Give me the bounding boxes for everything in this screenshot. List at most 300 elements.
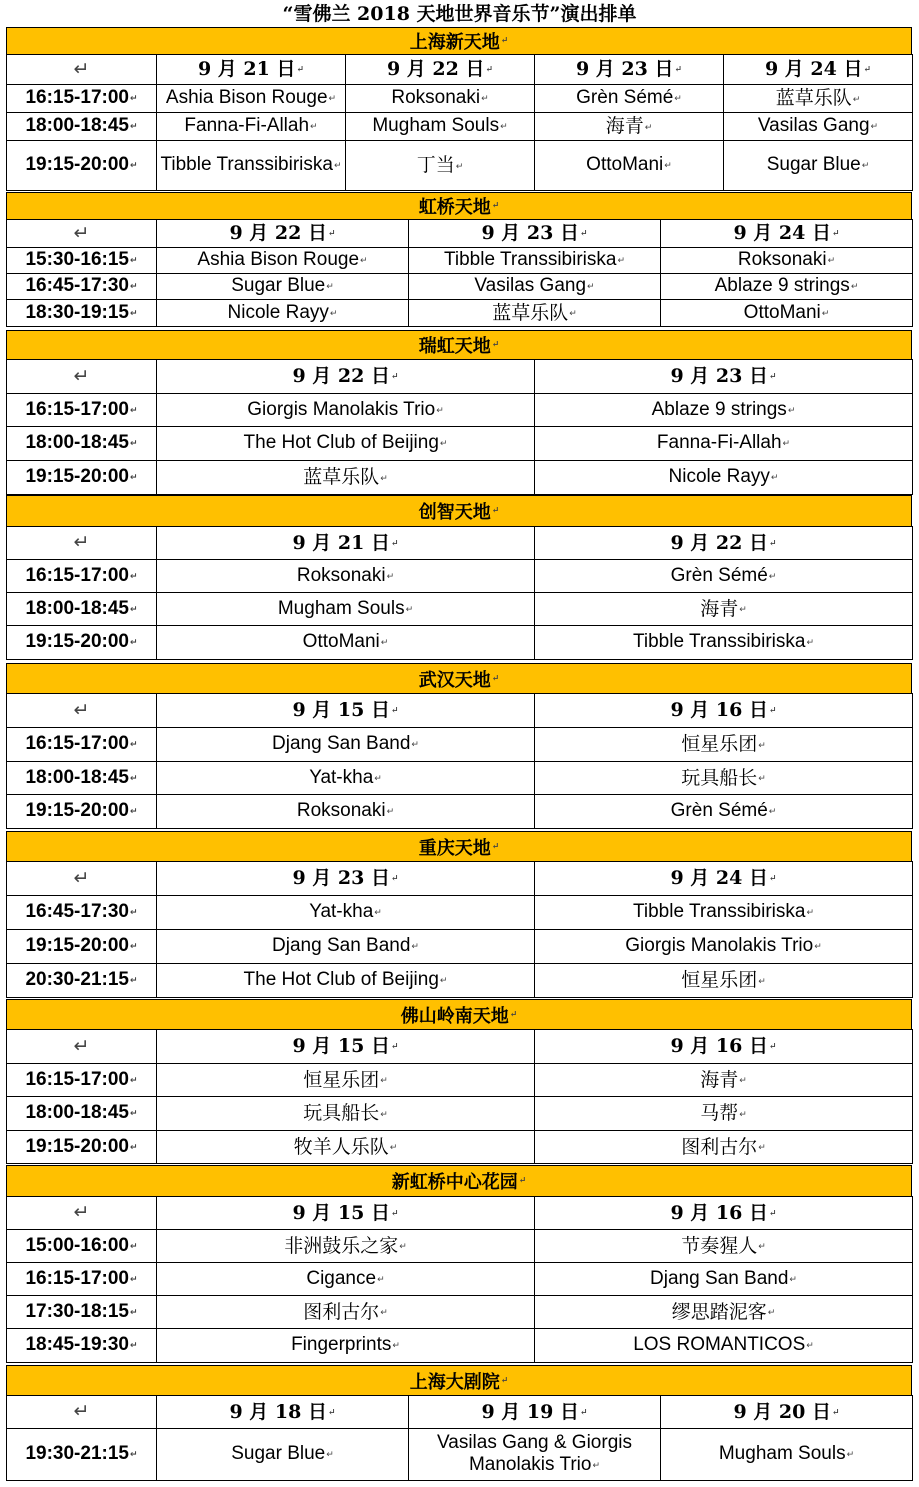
corner-cell: ↵ [7, 360, 157, 394]
paragraph-mark-icon: ↵ [390, 1042, 399, 1052]
paragraph-mark-icon: ↵ [333, 160, 342, 171]
performer-cell [535, 85, 724, 113]
date-header [535, 694, 913, 728]
venue-name-text: 上海新天地 [409, 32, 500, 53]
date-row [7, 862, 913, 896]
venue-name-text: 新虹桥中心花园 [391, 1172, 518, 1193]
performer-nicole-rayy: Nicole Rayy [227, 302, 329, 323]
paragraph-mark-icon: ↵ [129, 806, 138, 817]
table-row [7, 394, 913, 427]
table-row [7, 427, 913, 461]
paragraph-mark-icon: ↵ [770, 472, 779, 483]
table-row [7, 300, 913, 327]
performer-cell [535, 626, 913, 660]
time-slot [7, 1429, 157, 1481]
table-row [7, 593, 913, 626]
performer-cell [724, 85, 913, 113]
date-header [157, 360, 535, 394]
performer-tibble-transsibiriska: Tibble Transsibiriska [160, 154, 333, 176]
paragraph-mark-icon: ↵ [863, 65, 872, 75]
paragraph-mark-icon: ↵ [129, 472, 138, 483]
performer-cell [535, 930, 913, 964]
performer-cell: 丁当 [416, 154, 455, 176]
table-row [7, 762, 913, 795]
performer-ablaze-9-strings: Ablaze 9 strings [714, 275, 850, 297]
time-slot [7, 394, 157, 427]
paragraph-mark-icon: ↵ [129, 1141, 138, 1152]
performer-mugham-souls: Mugham Souls [372, 115, 500, 137]
paragraph-mark-icon: ↵ [518, 1176, 527, 1186]
time-slot [7, 248, 157, 274]
paragraph-mark-icon: ↵ [500, 121, 508, 132]
time-slot [7, 1296, 157, 1329]
paragraph-mark-icon: ↵ [806, 637, 814, 648]
time-label: 15:30-16:15 [25, 249, 129, 271]
performer-cell [157, 593, 535, 626]
performer-sugar-blue: Sugar Blue [766, 154, 861, 176]
performer-cell: 非洲鼓乐之家 [284, 1234, 399, 1257]
performer-cell [535, 593, 913, 626]
performer-fanna-fi-allah: Fanna-Fi-Allah [184, 115, 310, 137]
venue-header [6, 999, 912, 1030]
corner-cell: ↵ [7, 55, 157, 85]
paragraph-mark-icon: ↵ [377, 1273, 385, 1284]
performer-cell: 蓝草乐队 [775, 87, 852, 109]
venue-schedule-table [6, 359, 913, 495]
paragraph-mark-icon: ↵ [399, 1241, 407, 1252]
venue-schedule-table [6, 1395, 913, 1481]
paragraph-mark-icon: ↵ [129, 93, 138, 104]
performer-cell: 图利古尔 [303, 1300, 380, 1323]
paragraph-mark-icon: ↵ [390, 1208, 399, 1219]
date-label: 9 月 22 日 [670, 531, 768, 554]
venue-header [6, 1165, 912, 1197]
date-label: 9 月 23 日 [481, 222, 579, 244]
performer-cell [157, 1064, 535, 1097]
date-header [157, 1396, 409, 1429]
paragraph-mark-icon: ↵ [386, 806, 395, 817]
performer-cell [535, 896, 913, 930]
paragraph-mark-icon: ↵ [821, 307, 830, 318]
paragraph-mark-icon: ↵ [411, 941, 419, 952]
paragraph-mark-icon: ↵ [592, 1460, 601, 1471]
table-row [7, 560, 913, 593]
date-row [7, 1197, 913, 1230]
paragraph-mark-icon: ↵ [436, 404, 444, 415]
date-label: 9 月 16 日 [670, 699, 768, 721]
paragraph-mark-icon: ↵ [768, 538, 777, 549]
performer-roksonaki: Roksonaki [737, 249, 827, 271]
paragraph-mark-icon: ↵ [831, 1407, 840, 1418]
time-slot [7, 461, 157, 495]
corner-cell: ↵ [7, 527, 157, 560]
performer-gr-n-s-m: Grèn Sémé [576, 87, 674, 109]
performer-sugar-blue: Sugar Blue [231, 1443, 326, 1465]
performer-cell [409, 248, 661, 274]
paragraph-mark-icon: ↵ [569, 308, 577, 319]
paragraph-mark-icon: ↵ [380, 1075, 388, 1086]
paragraph-mark-icon: ↵ [768, 874, 777, 884]
performer-yat-kha: Yat-kha [309, 767, 374, 788]
date-label: 9 月 22 日 [229, 222, 327, 244]
date-label: 9 月 21 日 [197, 58, 296, 80]
paragraph-mark-icon: ↵ [852, 93, 861, 104]
paragraph-mark-icon: ↵ [491, 340, 500, 350]
date-header [157, 1197, 535, 1230]
paragraph-mark-icon: ↵ [405, 603, 414, 614]
paragraph-mark-icon: ↵ [129, 739, 138, 750]
venue-name-text: 虹桥天地 [418, 197, 491, 218]
date-header [535, 360, 913, 394]
date-label: 9 月 23 日 [292, 867, 390, 889]
paragraph-mark-icon: ↵ [491, 841, 500, 852]
paragraph-mark-icon: ↵ [768, 372, 777, 382]
performer-cell: 马帮 [700, 1102, 739, 1124]
table-row [7, 930, 913, 964]
date-row [7, 1396, 913, 1429]
date-header [535, 55, 724, 85]
corner-cell: ↵ [7, 862, 157, 896]
performer-cell [535, 427, 913, 461]
paragraph-mark-icon: ↵ [739, 604, 747, 615]
paragraph-mark-icon: ↵ [390, 372, 399, 382]
performer-cell [535, 964, 913, 998]
paragraph-mark-icon: ↵ [310, 121, 318, 132]
paragraph-mark-icon: ↵ [674, 65, 683, 75]
performer-cell [346, 85, 535, 113]
time-slot [7, 1097, 157, 1131]
performer-cell: 海青 [700, 1068, 739, 1091]
date-row [7, 1030, 913, 1064]
performer-the-hot-club-of-beijing: The Hot Club of Beijing [243, 969, 439, 991]
venue-name [6, 330, 912, 360]
table-row [7, 896, 913, 930]
paragraph-mark-icon: ↵ [814, 941, 822, 952]
paragraph-mark-icon: ↵ [129, 121, 138, 132]
performer-cell [661, 274, 913, 300]
paragraph-mark-icon: ↵ [129, 907, 138, 918]
paragraph-mark-icon: ↵ [328, 93, 337, 104]
time-slot [7, 274, 157, 300]
date-label: 9 月 15 日 [292, 1201, 390, 1224]
performer-gr-n-s-m: Grèn Sémé [670, 565, 768, 586]
paragraph-mark-icon: ↵ [326, 281, 334, 292]
paragraph-mark-icon: ↵ [380, 1307, 388, 1318]
time-label: 16:45-17:30 [25, 901, 129, 923]
performer-cell [535, 795, 913, 829]
date-header [535, 1030, 913, 1064]
table-row [7, 1429, 913, 1481]
paragraph-mark-icon: ↵ [768, 806, 777, 817]
paragraph-mark-icon: ↵ [758, 1142, 766, 1153]
performer-cell [157, 762, 535, 795]
paragraph-mark-icon: ↵ [129, 307, 138, 318]
time-label: 18:30-19:15 [25, 302, 129, 323]
performer-giorgis-manolakis-trio: Giorgis Manolakis Trio [625, 935, 814, 957]
performer-cell [535, 394, 913, 427]
date-label: 9 月 16 日 [670, 1035, 768, 1057]
performer-cell: 缪思踏泥客 [671, 1300, 767, 1323]
corner-cell: ↵ [7, 220, 157, 248]
performer-djang-san-band: Djang San Band [272, 733, 411, 755]
document-title: “雪佛兰 2018 天地世界音乐节”演出排单 [282, 3, 637, 25]
paragraph-mark-icon: ↵ [439, 438, 448, 449]
venue-name [6, 1165, 912, 1197]
performer-vasilas-gang: Vasilas Gang [474, 275, 587, 297]
paragraph-mark-icon: ↵ [664, 160, 672, 171]
time-label: 16:15-17:00 [25, 565, 129, 586]
performer-cell: 海青 [605, 115, 644, 137]
date-header [157, 220, 409, 248]
venue-schedule-table [6, 1029, 913, 1164]
date-header [157, 527, 535, 560]
venue-name [6, 999, 912, 1030]
venue-name [6, 192, 912, 220]
performer-cell [157, 728, 535, 762]
paragraph-mark-icon: ↵ [617, 255, 625, 266]
venue-name [6, 831, 912, 862]
paragraph-mark-icon: ↵ [491, 673, 500, 684]
paragraph-mark-icon: ↵ [485, 65, 494, 75]
venue-name [6, 663, 912, 694]
performer-cell: 牧羊人乐队 [293, 1135, 389, 1158]
paragraph-mark-icon: ↵ [768, 706, 777, 716]
time-slot [7, 593, 157, 626]
performer-cell [661, 300, 913, 327]
paragraph-mark-icon: ↵ [296, 65, 305, 75]
venue-name-text: 上海大剧院 [409, 1371, 500, 1393]
performer-cell [535, 1064, 913, 1097]
table-row [7, 1097, 913, 1131]
performer-cell [157, 248, 409, 274]
time-label: 19:15-20:00 [25, 935, 129, 957]
time-label: 15:00-16:00 [25, 1235, 129, 1256]
time-slot [7, 1131, 157, 1164]
performer-roksonaki: Roksonaki [296, 800, 386, 822]
venue-name-text: 武汉天地 [418, 669, 491, 691]
date-label: 9 月 24 日 [670, 867, 768, 889]
time-slot [7, 1064, 157, 1097]
date-label: 9 月 21 日 [292, 531, 390, 554]
table-row [7, 141, 913, 191]
table-row [7, 1329, 913, 1363]
performer-cell [661, 1429, 913, 1481]
paragraph-mark-icon: ↵ [455, 160, 464, 171]
date-row [7, 694, 913, 728]
date-label: 9 月 15 日 [292, 699, 390, 721]
time-slot [7, 1263, 157, 1296]
table-row [7, 626, 913, 660]
performer-cell: 玩具船长 [681, 766, 758, 789]
time-label: 20:30-21:15 [25, 969, 129, 991]
time-label: 16:15-17:00 [25, 399, 129, 420]
time-slot [7, 795, 157, 829]
performer-ashia-bison-rouge: Ashia Bison Rouge [165, 87, 328, 109]
performer-djang-san-band: Djang San Band [650, 1268, 789, 1289]
date-label: 9 月 22 日 [386, 58, 485, 80]
paragraph-mark-icon: ↵ [129, 772, 138, 783]
performer-cell [346, 113, 535, 141]
date-row [7, 360, 913, 394]
venue-name-text: 佛山岭南天地 [400, 1005, 509, 1027]
time-slot [7, 113, 157, 141]
time-label: 19:30-21:15 [25, 1443, 129, 1465]
venue-header [6, 1365, 912, 1396]
performer-cell [157, 1329, 535, 1363]
time-label: 17:30-18:15 [25, 1301, 129, 1322]
time-label: 16:15-17:00 [25, 733, 129, 755]
time-label: 18:00-18:45 [25, 598, 129, 619]
paragraph-mark-icon: ↵ [587, 281, 595, 292]
paragraph-mark-icon: ↵ [329, 307, 338, 318]
table-row [7, 85, 913, 113]
performer-ottomani: OttoMani [302, 631, 380, 653]
performer-cell [409, 274, 661, 300]
performer-cell [157, 113, 346, 141]
performer-mugham-souls: Mugham Souls [277, 598, 405, 619]
performer-djang-san-band: Djang San Band [272, 935, 411, 957]
date-label: 9 月 24 日 [764, 58, 863, 80]
paragraph-mark-icon: ↵ [129, 1340, 138, 1351]
performer-cell [157, 394, 535, 427]
paragraph-mark-icon: ↵ [500, 36, 509, 46]
table-row [7, 274, 913, 300]
performer-the-hot-club-of-beijing: The Hot Club of Beijing [243, 432, 439, 454]
paragraph-mark-icon: ↵ [129, 1273, 138, 1284]
time-label: 19:15-20:00 [25, 1136, 129, 1157]
paragraph-mark-icon: ↵ [129, 1240, 138, 1251]
time-label: 18:00-18:45 [25, 115, 129, 137]
venue-header [6, 831, 912, 862]
performer-ottomani: OttoMani [586, 154, 664, 176]
performer-ottomani: OttoMani [743, 302, 821, 323]
paragraph-mark-icon: ↵ [380, 1108, 388, 1119]
paragraph-mark-icon: ↵ [481, 93, 489, 104]
performer-cell: 蓝草乐队 [303, 466, 380, 488]
performer-cell [157, 1230, 535, 1263]
corner-cell: ↵ [7, 694, 157, 728]
date-header [661, 1396, 913, 1429]
time-label: 18:00-18:45 [25, 767, 129, 788]
date-header [157, 694, 535, 728]
performer-cell: 恒星乐团 [681, 969, 758, 991]
date-label: 9 月 20 日 [733, 1400, 831, 1423]
paragraph-mark-icon: ↵ [374, 907, 382, 918]
paragraph-mark-icon: ↵ [129, 975, 138, 986]
performer-cell [157, 461, 535, 495]
date-header [346, 55, 535, 85]
performer-cell: 图利古尔 [681, 1135, 758, 1158]
performer-cell [157, 795, 535, 829]
venue-schedule-table [6, 1196, 913, 1363]
performer-gr-n-s-m: Grèn Sémé [670, 800, 768, 822]
table-row [7, 461, 913, 495]
paragraph-mark-icon: ↵ [390, 706, 399, 716]
paragraph-mark-icon: ↵ [739, 1075, 747, 1086]
paragraph-mark-icon: ↵ [129, 941, 138, 952]
performer-cell [724, 113, 913, 141]
date-header [535, 527, 913, 560]
performer-cell: 海青 [700, 597, 739, 620]
time-slot [7, 964, 157, 998]
date-header [157, 1030, 535, 1064]
performer-cell [157, 560, 535, 593]
venue-schedule-table [6, 526, 913, 660]
venue-name-text: 重庆天地 [418, 837, 491, 859]
venue-name [6, 1365, 912, 1396]
paragraph-mark-icon: ↵ [861, 160, 870, 171]
paragraph-mark-icon: ↵ [806, 1340, 814, 1351]
paragraph-mark-icon: ↵ [390, 874, 399, 884]
venue-schedule-table [6, 219, 913, 327]
paragraph-mark-icon: ↵ [579, 229, 588, 239]
paragraph-mark-icon: ↵ [491, 201, 500, 211]
time-slot [7, 728, 157, 762]
performer-cell [535, 1131, 913, 1164]
performer-cell [409, 1429, 661, 1481]
time-slot [7, 85, 157, 113]
paragraph-mark-icon: ↵ [768, 1208, 777, 1219]
performer-cell: 玩具船长 [303, 1102, 380, 1124]
paragraph-mark-icon: ↵ [509, 1009, 518, 1020]
venue-header [6, 663, 912, 694]
venue-schedule-table [6, 693, 913, 829]
time-slot [7, 1329, 157, 1363]
performer-cell: 恒星乐团 [681, 733, 758, 755]
date-row [7, 527, 913, 560]
performer-cell [157, 930, 535, 964]
performer-cell [535, 461, 913, 495]
performer-tibble-transsibiriska: Tibble Transsibiriska [632, 901, 806, 923]
time-slot [7, 930, 157, 964]
paragraph-mark-icon: ↵ [386, 570, 395, 581]
performer-vasilas-gang: Vasilas Gang [757, 115, 870, 137]
paragraph-mark-icon: ↵ [390, 538, 399, 549]
time-label: 16:45-17:30 [25, 275, 129, 297]
paragraph-mark-icon: ↵ [758, 773, 766, 784]
date-header [157, 55, 346, 85]
time-label: 16:15-17:00 [25, 1069, 129, 1090]
performer-mugham-souls: Mugham Souls [718, 1443, 846, 1465]
paragraph-mark-icon: ↵ [129, 255, 138, 266]
paragraph-mark-icon: ↵ [326, 1449, 334, 1460]
paragraph-mark-icon: ↵ [327, 229, 336, 239]
venue-schedule-table [6, 54, 913, 191]
table-row [7, 964, 913, 998]
time-slot [7, 1230, 157, 1263]
performer-tibble-transsibiriska: Tibble Transsibiriska [632, 631, 806, 653]
time-label: 19:15-20:00 [25, 631, 129, 653]
venue-name [6, 495, 912, 527]
performer-cell: 蓝草乐队 [492, 301, 569, 324]
performer-cell [535, 1230, 913, 1263]
date-header [535, 1197, 913, 1230]
performer-cell [346, 141, 535, 191]
venue-schedule-table [6, 861, 913, 998]
table-row [7, 1296, 913, 1329]
paragraph-mark-icon: ↵ [644, 121, 653, 132]
performer-cell [535, 1097, 913, 1131]
paragraph-mark-icon: ↵ [768, 1042, 777, 1052]
date-header [409, 1396, 661, 1429]
performer-cell [661, 248, 913, 274]
corner-cell: ↵ [7, 1197, 157, 1230]
performer-cell [157, 964, 535, 998]
performer-giorgis-manolakis-trio: Giorgis Manolakis Trio [247, 399, 436, 420]
date-label: 9 月 23 日 [575, 58, 674, 80]
paragraph-mark-icon: ↵ [870, 121, 879, 132]
paragraph-mark-icon: ↵ [827, 255, 836, 266]
